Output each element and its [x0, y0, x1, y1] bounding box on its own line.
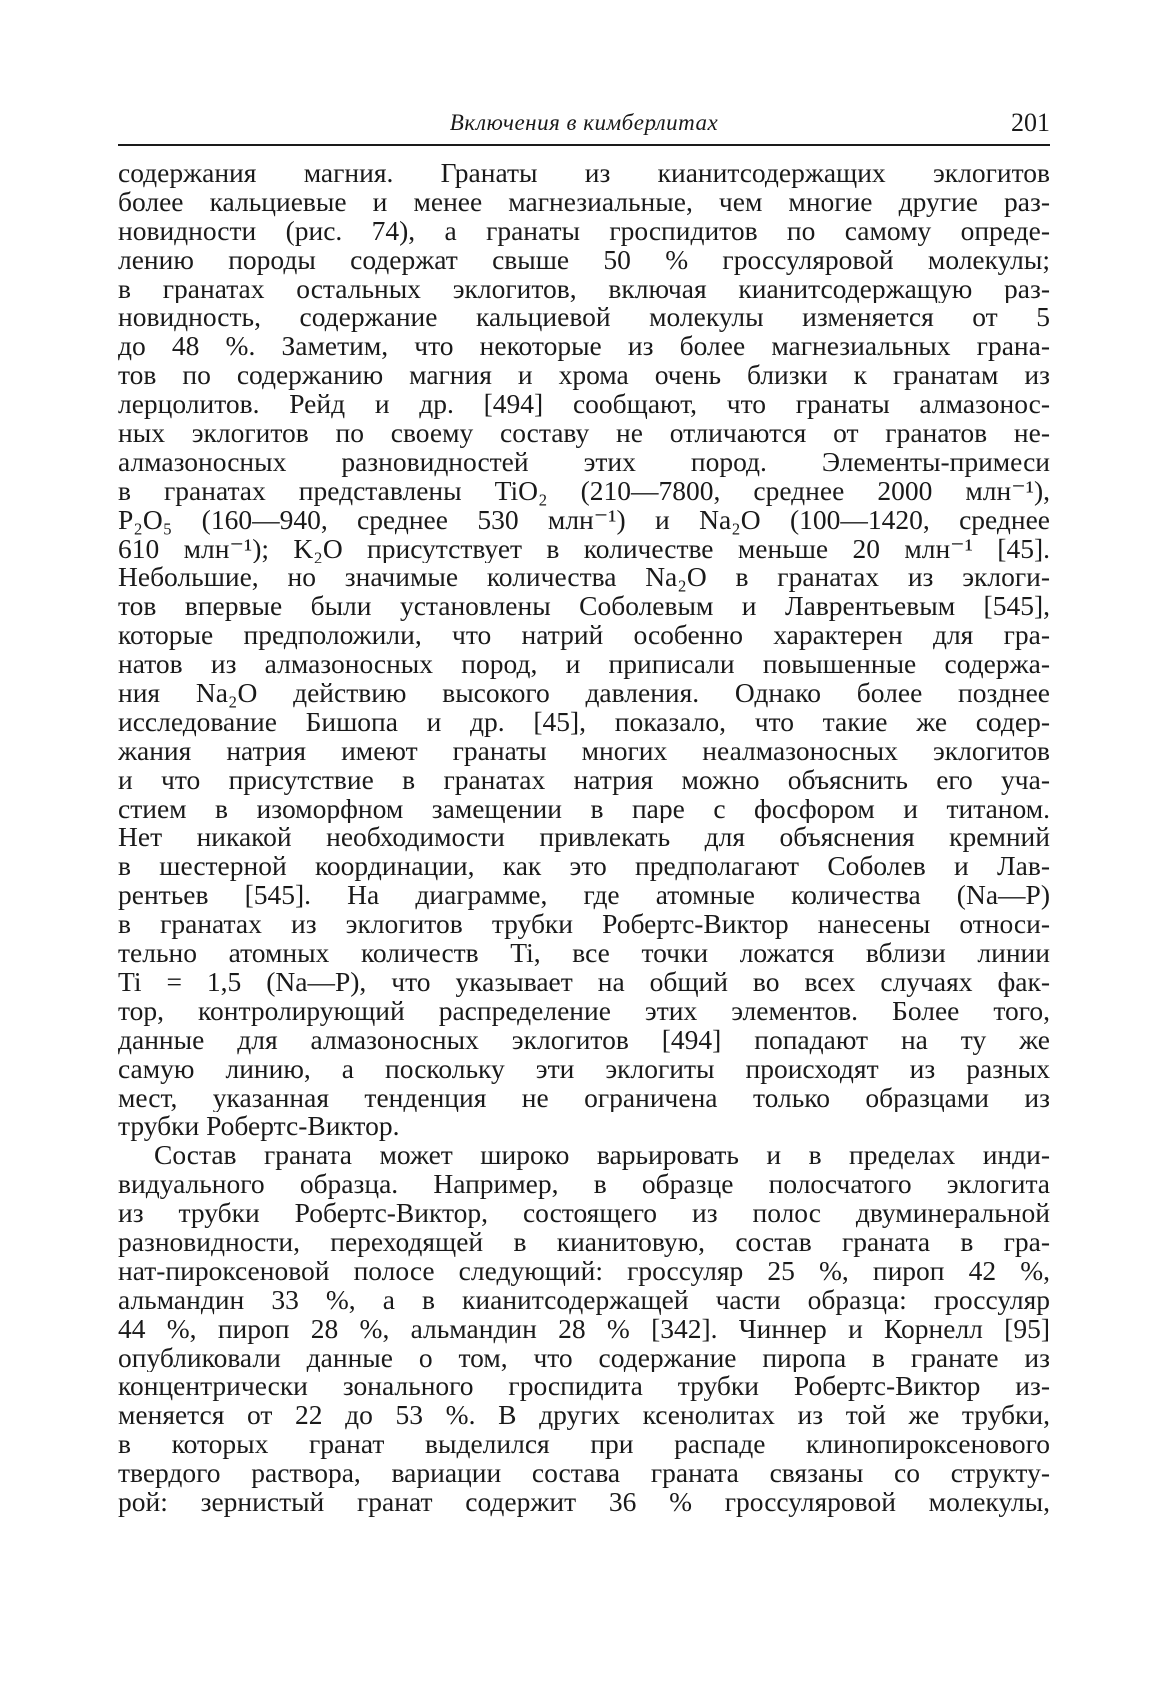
text-line: тов по содержанию магния и хрома очень близки к гранатам из: [118, 361, 1050, 391]
text-line: твердого раствора, вариации состава граната связаны со структу-: [118, 1459, 1050, 1488]
text-line: меняется от 22 до 53 %. В других ксенолитах из той же трубки,: [118, 1401, 1050, 1431]
text-line: нат-пироксеновой полосе следующий: гроссуляр 25 %, пироп 42 %,: [118, 1256, 1050, 1286]
text-line: Нет никакой необходимости привлекать для объяснения кремний: [118, 823, 1050, 853]
text-line: в которых гранат выделился при распаде клинопироксенового: [118, 1430, 1050, 1460]
text-line: более кальциевые и менее магнезиальные, чем многие другие раз-: [118, 187, 1050, 217]
text-line: жания натрия имеют гранаты многих неалмазоносных эклогитов: [118, 736, 1050, 766]
text-line: рентьев [545]. На диаграмме, где атомные количества (Na—P): [118, 881, 1050, 911]
text-line: стием в изоморфном замещении в паре с фосфором и титаном.: [118, 794, 1050, 824]
paragraph-1: [118, 159, 1050, 1141]
text-line: 44 %, пироп 28 %, альмандин 28 % [342]. Чиннер и Корнелл [95]: [118, 1314, 1050, 1344]
text-line: опубликовали данные о том, что содержание пиропа в гранате из: [118, 1343, 1050, 1373]
text-line: P₂O₅ (160—940, среднее 530 млн⁻¹) и Na₂O (100—1420, среднее: [118, 505, 1050, 535]
paragraph-2: [118, 1141, 1050, 1517]
text-line: новидность, содержание кальциевой молекулы изменяется от 5: [118, 303, 1050, 333]
text-line: тов впервые были установлены Соболевым и Лаврентьевым [545],: [118, 592, 1050, 622]
text-line: ния Na₂O действию высокого давления. Однако более позднее: [118, 679, 1050, 708]
text-line: тор, контролирующий распределение этих элементов. Более того,: [118, 996, 1050, 1026]
text-line: трубки Робертс-Виктор.: [118, 1112, 400, 1142]
running-title: Включения в кимберлитах: [449, 110, 719, 135]
text-line: и что присутствие в гранатах натрия можно объяснить его уча-: [118, 765, 1050, 795]
text-line: альмандин 33 %, а в кианитсодержащей части образца: гроссуляр: [118, 1285, 1050, 1315]
text-line: лерцолитов. Рейд и др. [494] сообщают, что гранаты алмазонос-: [118, 390, 1050, 420]
page-number: 201: [1011, 108, 1050, 137]
text-line: мест, указанная тенденция не ограничена только образцами из: [118, 1083, 1050, 1113]
text-line: видуального образца. Например, в образце полосчатого эклогита: [118, 1170, 1050, 1200]
text-line: натов из алмазоносных пород, и приписали повышенные содержа-: [118, 650, 1050, 680]
text-line: ных эклогитов по своему составу не отличаются от гранатов не-: [118, 419, 1050, 448]
text-line: данные для алмазоносных эклогитов [494] попадают на ту же: [118, 1025, 1050, 1055]
text-line: которые предположили, что натрий особенно характерен для гра-: [118, 621, 1050, 651]
text-line: в шестерной координации, как это предполагают Соболев и Лав-: [118, 852, 1050, 882]
text-line: из трубки Робертс-Виктор, состоящего из полос двуминеральной: [118, 1199, 1050, 1228]
text-line: в гранатах представлены TiO₂ (210—7800, среднее 2000 млн⁻¹),: [118, 476, 1050, 506]
text-line: Небольшие, но значимые количества Na₂O в гранатах из эклоги-: [118, 563, 1050, 593]
text-line: рой: зернистый гранат содержит 36 % гроссуляровой молекулы,: [118, 1487, 1050, 1517]
running-head: [118, 104, 1050, 146]
text-line: лению породы содержат свыше 50 % гроссуляровой молекулы;: [118, 245, 1050, 275]
text-line: самую линию, а поскольку эти эклогиты происходят из разных: [118, 1054, 1050, 1084]
text-line: в гранатах из эклогитов трубки Робертс-Виктор нанесены относи-: [118, 910, 1050, 940]
text-line: разновидности, переходящей в кианитовую, состав граната в гра-: [118, 1227, 1050, 1257]
text-line: новидности (рис. 74), а гранаты гроспидитов по самому опреде-: [118, 216, 1050, 246]
text-line: 610 млн⁻¹); K₂O присутствует в количестве меньше 20 млн⁻¹ [45].: [118, 534, 1050, 564]
text-line: Состав граната может широко варьировать и в пределах инди-: [154, 1141, 1050, 1171]
text-line: алмазоносных разновидностей этих пород. Элементы-примеси: [118, 447, 1050, 477]
book-page: [118, 104, 1050, 1517]
text-line: Ti = 1,5 (Na—P), что указывает на общий во всех случаях фак-: [118, 967, 1050, 997]
text-line: до 48 %. Заметим, что некоторые из более магнезиальных грана-: [118, 332, 1050, 362]
body-text: [118, 159, 1050, 1517]
text-line: содержания магния. Гранаты из кианитсодержащих эклогитов: [118, 159, 1050, 188]
text-line: тельно атомных количеств Ti, все точки ложатся вблизи линии: [118, 939, 1050, 968]
text-line: исследование Бишопа и др. [45], показало, что такие же содер-: [118, 707, 1050, 737]
text-line: в гранатах остальных эклогитов, включая кианитсодержащую раз-: [118, 274, 1050, 304]
text-line: концентрически зонального гроспидита трубки Робертс-Виктор из-: [118, 1372, 1050, 1402]
